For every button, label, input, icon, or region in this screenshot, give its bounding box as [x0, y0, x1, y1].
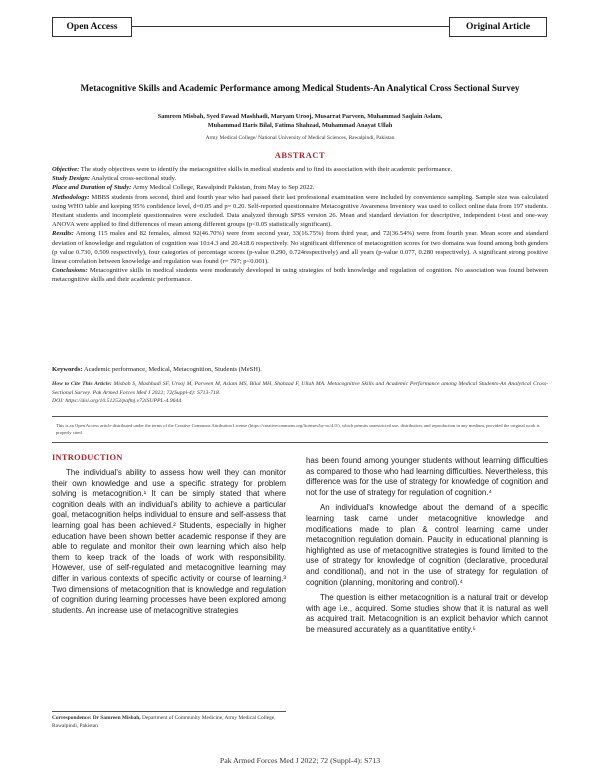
introduction-heading: INTRODUCTION [52, 453, 123, 462]
keywords-text: Academic performance, Medical, Metacognition, Students (MeSH). [82, 366, 262, 373]
abstract-results [52, 229, 548, 266]
license-note: This is an Open Access article distributed under the terms of the Creative Commons Attribution License (https://creativecommons.org/licenses/by-nc/4.0/), which permits unrestricted use, distribution, and reproduction in any medium, provided the original work is properly cited. [56, 423, 540, 435]
affiliation: Army Medical College/ National University of Medical Sciences, Rawalpindi, Pakistan [205, 135, 395, 141]
doi-link[interactable]: DOI: https://doi.org/10.51253/pafmj.v72iSUPPL-4.9644 [52, 398, 182, 405]
results-text: Among 115 males and 82 females, almost 92(46.70%) were from second year, 33(16.75%) from third year, and 72(36.54%) were from fourth year. Mean score and standard deviation of knowledge and regulation of cognition was 10±4.3 and 20.4±8.6 respectively. No significant difference of metacognition scores for two domains was found among both genders (p value 0.730, 0.509 respectively), four categories of percentage scores (p-value 0.290, 0.724respectively) and all years (p-value 0.077, 0.280 respectively). A significant strong positive linear correlation between knowledge and regulation was found (r= 797; p<0.001). [52, 230, 548, 266]
authors-line-1: Samreen Misbah, Syed Fawad Mashhadi, Maryam Urooj, Musarrat Parveen, Muhammad Saqlain Aslam, [157, 113, 443, 120]
left-column [52, 468, 286, 616]
keywords-label: Keywords: [52, 366, 83, 373]
design-text: Analytical cross-sectional study. [90, 175, 177, 183]
abstract-methodology [52, 193, 548, 230]
correspondence [52, 714, 286, 730]
correspondence-text: Department of Community Medicine, Army Medical College, Rawalpindi, Pakistan [52, 715, 276, 729]
abstract-body [52, 165, 548, 285]
conclusions-label: Conclusions: [52, 267, 88, 275]
correspondence-label: Correspondence: Dr Samreen Misbah, [52, 715, 141, 721]
intro-paragraph-3: An individual's knowledge about the demand of a specific learning task came under metacognitive knowledge and modifications made to plan & control learning came under metacognition regulation domain. Paucity in educational planning is highlighted as use of metacognitive strategies is found limited to the use of strategy for knowledge of cognition (declarative, procedural and conditional), and not in the use of strategy for regulation of cognition (planning, monitoring and control).⁴ [306, 503, 548, 587]
design-label: Study Design: [52, 175, 91, 183]
results-label: Results: [52, 230, 74, 238]
citation [52, 380, 548, 406]
citation-label: How to Cite This Article: [52, 381, 112, 387]
abstract-design [52, 174, 548, 183]
article-title: Metacognitive Skills and Academic Performance among Medical Students-An Analytical Cross Sectional Survey [80, 83, 520, 93]
page-footer: Pak Armed Forces Med J 2022; 72 (Suppl-4): S713 [219, 756, 381, 765]
right-column [306, 456, 548, 636]
original-article-label: Original Article [449, 17, 547, 37]
authors-line-2: Muhammad Haris Bilal, Fatima Shahzad, Muhammad Anayat Ullah [207, 122, 393, 130]
objective-text: The study objectives were to identify the metacognitive skills in medical students and to find its association with their academic performance. [79, 166, 453, 173]
methodology-label: Methodology: [52, 193, 90, 201]
abstract-conclusions [52, 266, 548, 284]
abstract-heading: ABSTRACT [274, 151, 326, 160]
abstract-objective [52, 165, 548, 174]
open-access-label: Open Access [52, 17, 132, 37]
abstract-place [52, 183, 548, 192]
author-list [60, 112, 540, 131]
divider-bottom [52, 442, 548, 443]
intro-paragraph-2: has been found among younger students without learning difficulties as compared to those who had learning difficulties. Nevertheless, this difference was for the use of strategy for knowledge of cognition and not for the use of strategy for regulation of cognition.⁴ [306, 456, 548, 497]
divider-top [52, 416, 548, 417]
objective-label: Objective: [52, 166, 80, 173]
conclusions-text: Metacognitive skills in medical students were moderately developed in using strategies of both knowledge and regulation of cognition. No association was found between metacognitive skills and their academic performance. [52, 267, 548, 284]
correspondence-divider [52, 711, 286, 712]
citation-text: Misbah S, Mashhadi SF, Urooj M, Parveen M, Aslam MS, Bilal MH, Shahzad F, Ullah MA. Metacognitive Skills and Academic Performance among Medical Students-An Analytical Cross-Sectional Survey. Pak Armed Forces Med J 2022; 72(Suppl-4): S713-718. [52, 381, 548, 396]
intro-paragraph-1: The individual's ability to assess how well they can monitor their own knowledge and use a specific strategy for problem solving is metacognition.¹ It can be simply stated that where cognition deals with an individual's ability to achieve a particular goal, metacognition helps individual to ensure and self-assess that learning goal has been achieved.² Students, especially in higher education have been shown better academic response if they are able to regulate and monitor their own learning which also help them to keep track of the loads of work with responsibility. However, use of self-regulated and metacognitive learning may differ in various contexts of specific activity or course of learning.³ Two dimensions of metacognition that is knowledge and regulation of cognition during learning processes have been explored among students. An increase use of metacognitive strategies [52, 468, 286, 615]
keywords [52, 366, 548, 373]
methodology-text: MBBS students from second, third and fourth year who had passed their last professional examination were included by convenience sampling. Sample size was calculated using WHO table and keeping 95% confidence level, d=0.05 and p= 0.20. Self-reported questionnaire Metacognitive Awareness Inventory was used to collect online data from 197 students. Hesitant students and incomplete questionnaires were excluded. Data analyzed through SPSS version 26. Mean and standard deviation for descriptive, independent t-test and one-way ANOVA were applied to find differences of mean among different groups (p<0.05 statistically significant). [52, 193, 548, 229]
place-label: Place and Duration of Study: [52, 184, 132, 192]
intro-paragraph-4: The question is either metacognition is a natural trait or develop with age i.e., acquired. Some studies show that it is natural as well as acquired trait. Metacognition is an explicit behavior which cannot be measured accurately as a quantitative entity.⁵ [306, 593, 548, 634]
place-text: Army Medical College, Rawalpindi Pakistan, from May to Sep 2022. [131, 184, 315, 192]
